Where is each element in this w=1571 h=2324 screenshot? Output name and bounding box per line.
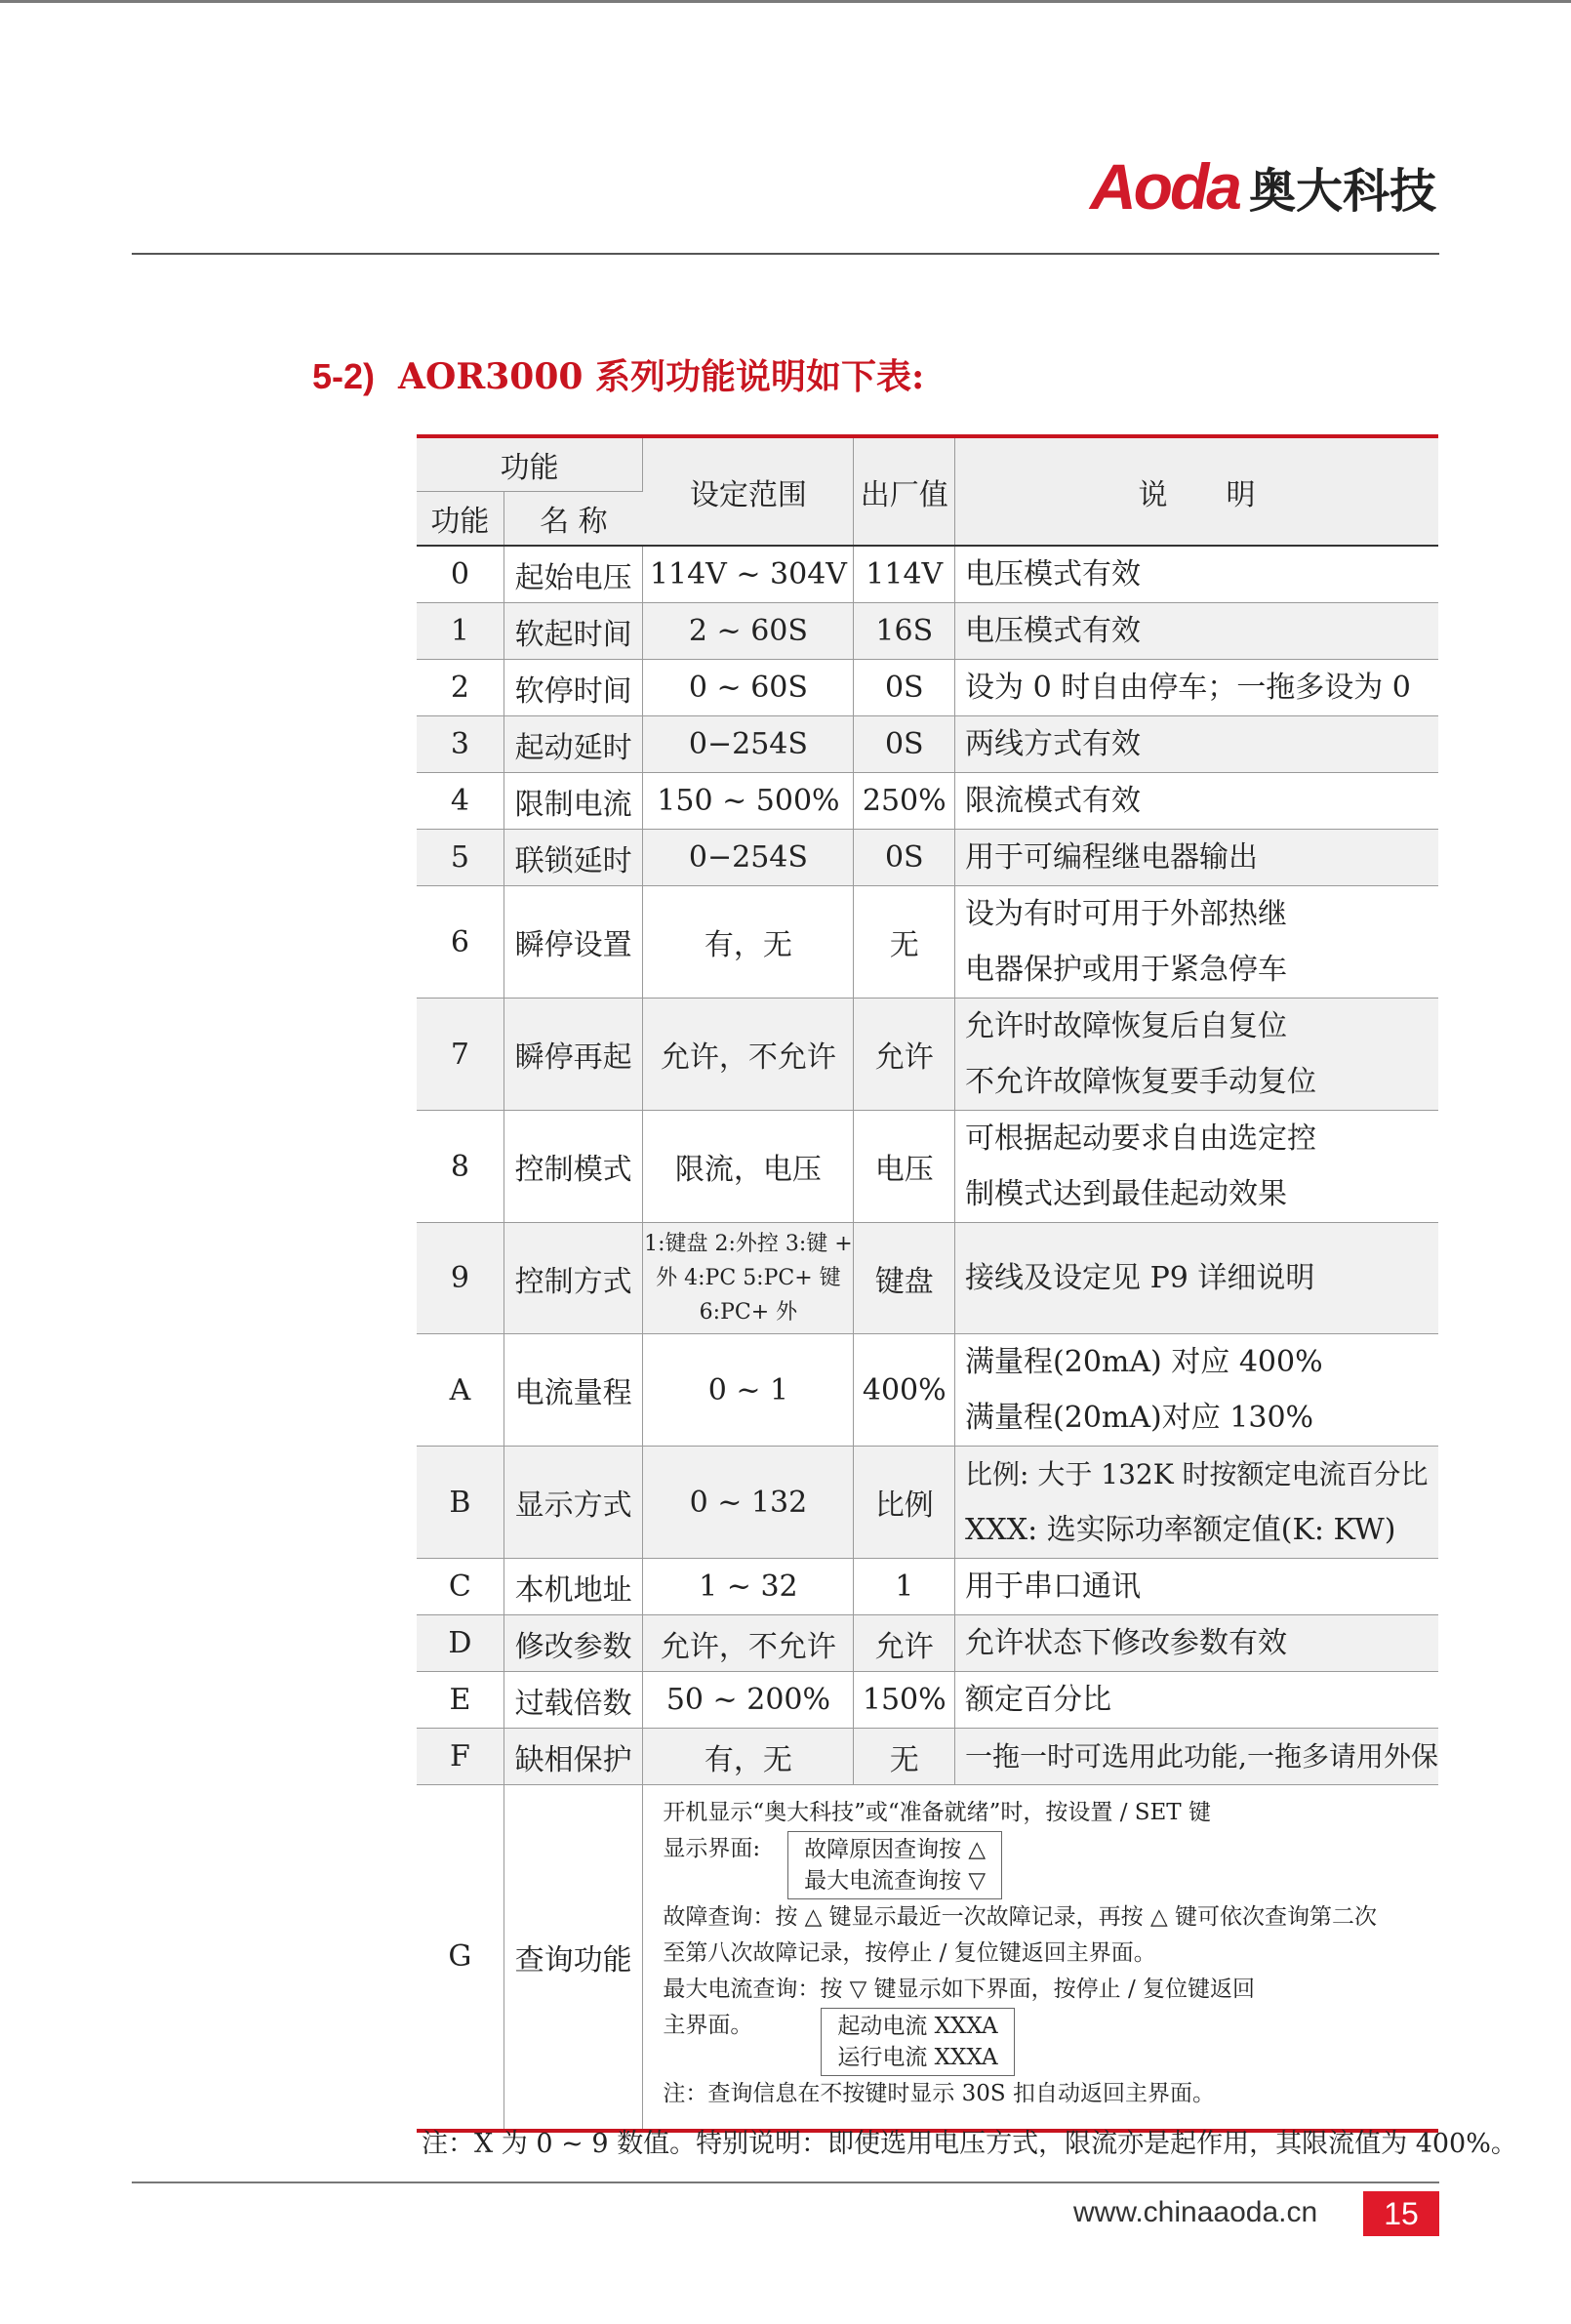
table-row [417, 1559, 1438, 1615]
row-default: 比例 [854, 1447, 955, 1559]
table-row [417, 1223, 1438, 1334]
brand-name: 奥大科技 [1248, 164, 1436, 219]
header-default: 出厂值 [854, 436, 955, 546]
table-row [417, 1111, 1438, 1223]
header-description: 说 明 [955, 436, 1438, 546]
row-name: 联锁延时 [504, 830, 643, 886]
section-number: 5-2) [312, 356, 376, 396]
row-description: 允许状态下修改参数有效 [955, 1615, 1438, 1672]
row-range: 允许，不允许 [643, 999, 854, 1111]
row-name: 显示方式 [504, 1447, 643, 1559]
section-title [312, 349, 924, 399]
display-label: 显示界面: [663, 1836, 761, 1861]
row-range: 0−254S [643, 830, 854, 886]
row-description: 电压模式有效 [955, 603, 1438, 660]
row-range: 有，无 [643, 886, 854, 999]
row-description: 可根据起动要求自由选定控 制模式达到最佳起动效果 [955, 1111, 1438, 1223]
header-function-group: 功能 [417, 436, 643, 491]
row-code: 8 [417, 1111, 504, 1223]
header-function-code: 功能 [417, 491, 504, 546]
row-default: 16S [854, 603, 955, 660]
row-name: 软起时间 [504, 603, 643, 660]
row-range: 2 ~ 60S [643, 603, 854, 660]
row-description: 用于可编程继电器输出 [955, 830, 1438, 886]
row-range: 限流，电压 [643, 1111, 854, 1223]
row-range: 0 ~ 60S [643, 660, 854, 716]
row-code: F [417, 1729, 504, 1785]
row-name: 缺相保护 [504, 1729, 643, 1785]
header-function-name: 名 称 [504, 491, 643, 546]
table-row [417, 603, 1438, 660]
row-default: 0S [854, 830, 955, 886]
table-row [417, 1672, 1438, 1729]
row-description: 用于串口通讯 [955, 1559, 1438, 1615]
row-code: C [417, 1559, 504, 1615]
query-line-3: 故障查询：按 △ 键显示最近一次故障记录，再按 △ 键可依次查询第二次 [663, 1904, 1377, 1930]
table-row [417, 660, 1438, 716]
row-name: 修改参数 [504, 1615, 643, 1672]
header-rule [132, 253, 1439, 255]
aoda-logo: Aoda [1089, 150, 1239, 223]
row-description: 一拖一时可选用此功能,一拖多请用外保 [955, 1729, 1438, 1785]
table-row [417, 1729, 1438, 1785]
row-code: 6 [417, 886, 504, 999]
row-default: 电压 [854, 1111, 955, 1223]
row-code: 0 [417, 546, 504, 603]
row-name: 限制电流 [504, 773, 643, 830]
table-row [417, 830, 1438, 886]
table-row [417, 1615, 1438, 1672]
footer-rule [132, 2181, 1439, 2183]
query-menu-box: 故障原因查询按 △ 最大电流查询按 ▽ [787, 1831, 1002, 1899]
row-description: 允许时故障恢复后自复位 不允许故障恢复要手动复位 [955, 999, 1438, 1111]
query-row [417, 1785, 1438, 2131]
row-description: 接线及设定见 P9 详细说明 [955, 1223, 1438, 1334]
table-row [417, 773, 1438, 830]
row-range: 0 ~ 1 [643, 1334, 854, 1447]
query-display [663, 1831, 1438, 1899]
row-default: 键盘 [854, 1223, 955, 1334]
row-range: 50 ~ 200% [643, 1672, 854, 1729]
row-range: 有，无 [643, 1729, 854, 1785]
top-rule [0, 0, 1571, 3]
table-row [417, 999, 1438, 1111]
row-range: 150 ~ 500% [643, 773, 854, 830]
row-code: 3 [417, 716, 504, 773]
query-note: 注：查询信息在不按键时显示 30S 扣自动返回主界面。 [663, 2081, 1216, 2106]
row-name: 过载倍数 [504, 1672, 643, 1729]
row-name: 本机地址 [504, 1559, 643, 1615]
page-number: 15 [1363, 2191, 1439, 2236]
row-code: 9 [417, 1223, 504, 1334]
table-row [417, 886, 1438, 999]
row-code: 7 [417, 999, 504, 1111]
row-code: A [417, 1334, 504, 1447]
row-name: 软停时间 [504, 660, 643, 716]
table-row [417, 546, 1438, 603]
row-description: 满量程(20mA) 对应 400% 满量程(20mA)对应 130% [955, 1334, 1438, 1447]
brand-header [1089, 150, 1436, 223]
row-name: 瞬停设置 [504, 886, 643, 999]
row-code: 5 [417, 830, 504, 886]
row-default: 无 [854, 1729, 955, 1785]
row-name: 电流量程 [504, 1334, 643, 1447]
row-default: 400% [854, 1334, 955, 1447]
header-range: 设定范围 [643, 436, 854, 546]
row-range: 1 ~ 32 [643, 1559, 854, 1615]
table-row [417, 1334, 1438, 1447]
query-line-6: 主界面。 [663, 2013, 753, 2038]
row-description: 电压模式有效 [955, 546, 1438, 603]
row-name: 控制模式 [504, 1111, 643, 1223]
row-name: 瞬停再起 [504, 999, 643, 1111]
row-code: E [417, 1672, 504, 1729]
row-range: 1:键盘 2:外控 3:键 + 外 4:PC 5:PC+ 键 6:PC+ 外 [643, 1223, 854, 1334]
row-default: 0S [854, 716, 955, 773]
row-description: 设为有时可用于外部热继 电器保护或用于紧急停车 [955, 886, 1438, 999]
query-description [643, 1785, 1438, 2131]
current-box: 起动电流 XXXA 运行电流 XXXA [821, 2008, 1014, 2076]
website-link[interactable]: www.chinaaoda.cn [1073, 2196, 1318, 2228]
row-default: 114V [854, 546, 955, 603]
row-default: 允许 [854, 1615, 955, 1672]
row-range: 0−254S [643, 716, 854, 773]
query-line-1: 开机显示“奥大科技”或“准备就绪”时，按设置 / SET 键 [663, 1800, 1211, 1825]
row-default: 250% [854, 773, 955, 830]
function-table [417, 434, 1438, 2133]
table-row [417, 1447, 1438, 1559]
row-name: 控制方式 [504, 1223, 643, 1334]
current-display [663, 2008, 1438, 2076]
row-description: 两线方式有效 [955, 716, 1438, 773]
row-name: 起动延时 [504, 716, 643, 773]
row-name: 起始电压 [504, 546, 643, 603]
row-default: 150% [854, 1672, 955, 1729]
row-range: 允许，不允许 [643, 1615, 854, 1672]
query-line-4: 至第八次故障记录，按停止 / 复位键返回主界面。 [663, 1940, 1156, 1966]
row-name: 查询功能 [504, 1785, 643, 2131]
row-description: 比例: 大于 132K 时按额定电流百分比 XXX: 选实际功率额定值(K: KW) [955, 1447, 1438, 1559]
section-title-text: AOR3000 系列功能说明如下表: [398, 356, 925, 397]
row-code: 4 [417, 773, 504, 830]
row-code: 1 [417, 603, 504, 660]
table-row [417, 716, 1438, 773]
row-code: 2 [417, 660, 504, 716]
row-default: 无 [854, 886, 955, 999]
row-code: B [417, 1447, 504, 1559]
row-default: 1 [854, 1559, 955, 1615]
query-line-5: 最大电流查询：按 ▽ 键显示如下界面，按停止 / 复位键返回 [663, 1977, 1256, 2002]
row-description: 限流模式有效 [955, 773, 1438, 830]
row-default: 0S [854, 660, 955, 716]
row-code: G [417, 1785, 504, 2131]
row-range: 114V ~ 304V [643, 546, 854, 603]
row-description: 设为 0 时自由停车；一拖多设为 0 [955, 660, 1438, 716]
table-footnote: 注：X 为 0 ~ 9 数值。特别说明：即使选用电压方式，限流亦是起作用，其限流值为 400%。 [422, 2129, 1517, 2159]
row-code: D [417, 1615, 504, 1672]
row-default: 允许 [854, 999, 955, 1111]
row-range: 0 ~ 132 [643, 1447, 854, 1559]
row-description: 额定百分比 [955, 1672, 1438, 1729]
